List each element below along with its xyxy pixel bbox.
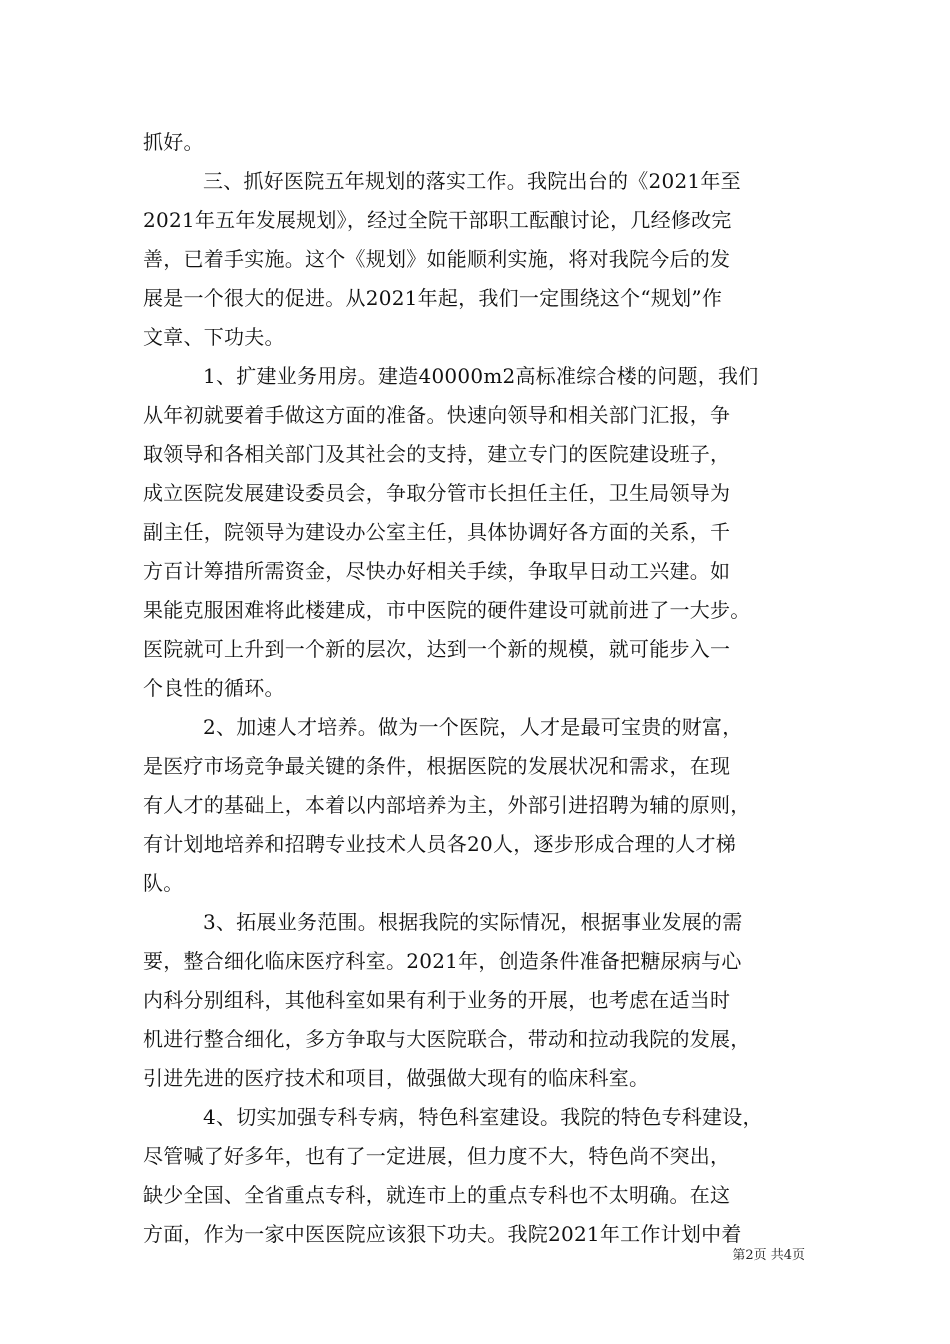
text-line: 3、拓展业务范围。根据我院的实际情况，根据事业发展的需: [203, 910, 743, 934]
text-line: 内科分别组科，其他科室如果有利于业务的开展，也考虑在适当时: [143, 988, 731, 1012]
text-line: 果能克服困难将此楼建成，市中医院的硬件建设可就前进了一大步。: [143, 598, 751, 622]
text-line: 队。: [143, 871, 184, 895]
text-line: 4、切实加强专科专病，特色科室建设。我院的特色专科建设，: [203, 1105, 763, 1129]
text-line: 取领导和各相关部门及其社会的支持，建立专门的医院建设班子，: [143, 442, 731, 466]
text-line: 有人才的基础上，本着以内部培养为主，外部引进招聘为辅的原则，: [143, 793, 751, 817]
text-line: 方百计筹措所需资金，尽快办好相关手续，争取早日动工兴建。如: [143, 559, 731, 583]
text-line: 尽管喊了好多年，也有了一定进展，但力度不大，特色尚不突出，: [143, 1144, 731, 1168]
text-line: 文章、下功夫。: [143, 325, 285, 349]
text-line: 个良性的循环。: [143, 676, 285, 700]
text-line: 是医疗市场竞争最关键的条件，根据医院的发展状况和需求，在现: [143, 754, 731, 778]
text-line: 1、扩建业务用房。建造40000m2高标准综合楼的问题，我们: [203, 364, 759, 388]
text-line: 方面，作为一家中医医院应该狠下功夫。我院2021年工作计划中着: [143, 1222, 742, 1246]
text-line: 三、抓好医院五年规划的落实工作。我院出台的《2021年至: [203, 169, 741, 193]
text-line: 机进行整合细化，多方争取与大医院联合，带动和拉动我院的发展，: [143, 1027, 751, 1051]
text-line: 缺少全国、全省重点专科，就连市上的重点专科也不太明确。在这: [143, 1183, 731, 1207]
document-body: [143, 123, 809, 1254]
text-line: 要，整合细化临床医疗科室。2021年，创造条件准备把糖尿病与心: [143, 949, 742, 973]
text-line: 副主任，院领导为建设办公室主任，具体协调好各方面的关系，千: [143, 520, 731, 544]
text-line: 从年初就要着手做这方面的准备。快速向领导和相关部门汇报，争: [143, 403, 731, 427]
text-line: 医院就可上升到一个新的层次，达到一个新的规模，就可能步入一: [143, 637, 731, 661]
text-line: 展是一个很大的促进。从2021年起，我们一定围绕这个“规划”作: [143, 286, 723, 310]
text-line: 引进先进的医疗技术和项目，做强做大现有的临床科室。: [143, 1066, 650, 1090]
text-line: 成立医院发展建设委员会，争取分管市长担任主任，卫生局领导为: [143, 481, 731, 505]
text-line: 2021年五年发展规划》，经过全院干部职工酝酿讨论，几经修改完: [143, 208, 732, 232]
text-line: 有计划地培养和招聘专业技术人员各20人，逐步形成合理的人才梯: [143, 832, 736, 856]
text-line: 抓好。: [143, 130, 204, 154]
text-line: 2、加速人才培养。做为一个医院，人才是最可宝贵的财富，: [203, 715, 743, 739]
text-line: 善，已着手实施。这个《规划》如能顺利实施，将对我院今后的发: [143, 247, 731, 271]
page-number-label: 第2页 共4页: [732, 1248, 805, 1263]
